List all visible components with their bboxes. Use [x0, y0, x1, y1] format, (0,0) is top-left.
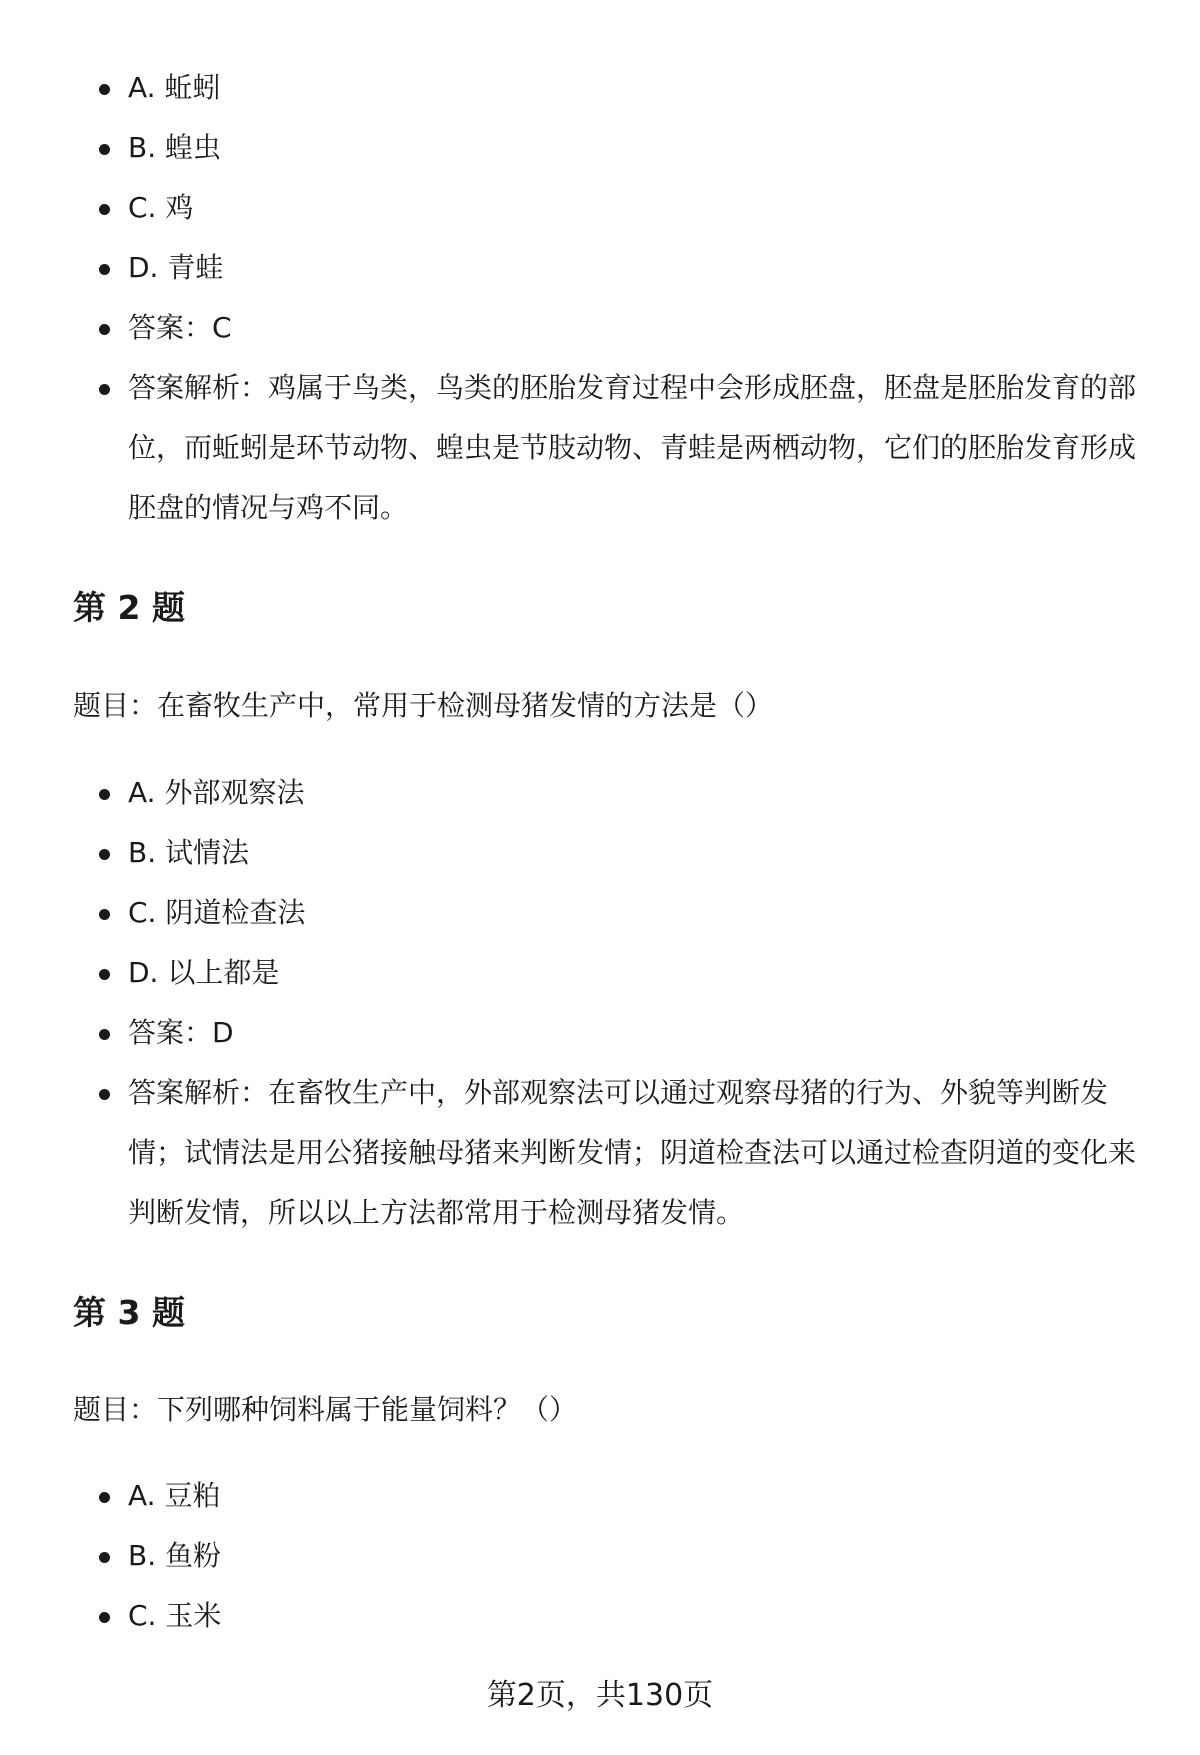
q3-option-list [95, 1466, 1145, 1646]
q1-option-c: C. 鸡 [95, 178, 1145, 238]
q2-heading: 第 2 题 [73, 588, 185, 627]
page-number-footer: 第2页，共130页 [486, 1678, 714, 1713]
q1-option-list [95, 58, 1145, 538]
q2-option-c: C. 阴道检查法 [95, 883, 1145, 943]
q2-question: 题目：在畜牧生产中，常用于检测母猪发情的方法是（） [73, 689, 774, 722]
q1-option-a: A. 蚯蚓 [95, 58, 1145, 118]
q2-explanation: 答案解析：在畜牧生产中，外部观察法可以通过观察母猪的行为、外貌等判断发情；试情法是用公猪接触母猪来判断发情；阴道检查法可以通过检查阴道的变化来判断发情，所以以上方法都常用于检测母猪发情。 [95, 1063, 1145, 1243]
q1-option-b: B. 蝗虫 [95, 118, 1145, 178]
q2-option-a: A. 外部观察法 [95, 763, 1145, 823]
q1-explanation: 答案解析：鸡属于鸟类，鸟类的胚胎发育过程中会形成胚盘，胚盘是胚胎发育的部位，而蚯蚓是环节动物、蝗虫是节肢动物、青蛙是两栖动物，它们的胚胎发育形成胚盘的情况与鸡不同。 [95, 358, 1145, 538]
q1-answer: 答案：C [95, 298, 1145, 358]
q2-answer: 答案：D [95, 1003, 1145, 1063]
q3-heading: 第 3 题 [73, 1293, 185, 1332]
q2-option-list [95, 763, 1145, 1243]
q1-option-d: D. 青蛙 [95, 238, 1145, 298]
q3-option-b: B. 鱼粉 [95, 1526, 1145, 1586]
q3-option-c: C. 玉米 [95, 1586, 1145, 1646]
q3-option-a: A. 豆粕 [95, 1466, 1145, 1526]
q3-question: 题目：下列哪种饲料属于能量饲料？（） [73, 1393, 578, 1426]
q2-option-b: B. 试情法 [95, 823, 1145, 883]
q2-option-d: D. 以上都是 [95, 943, 1145, 1003]
